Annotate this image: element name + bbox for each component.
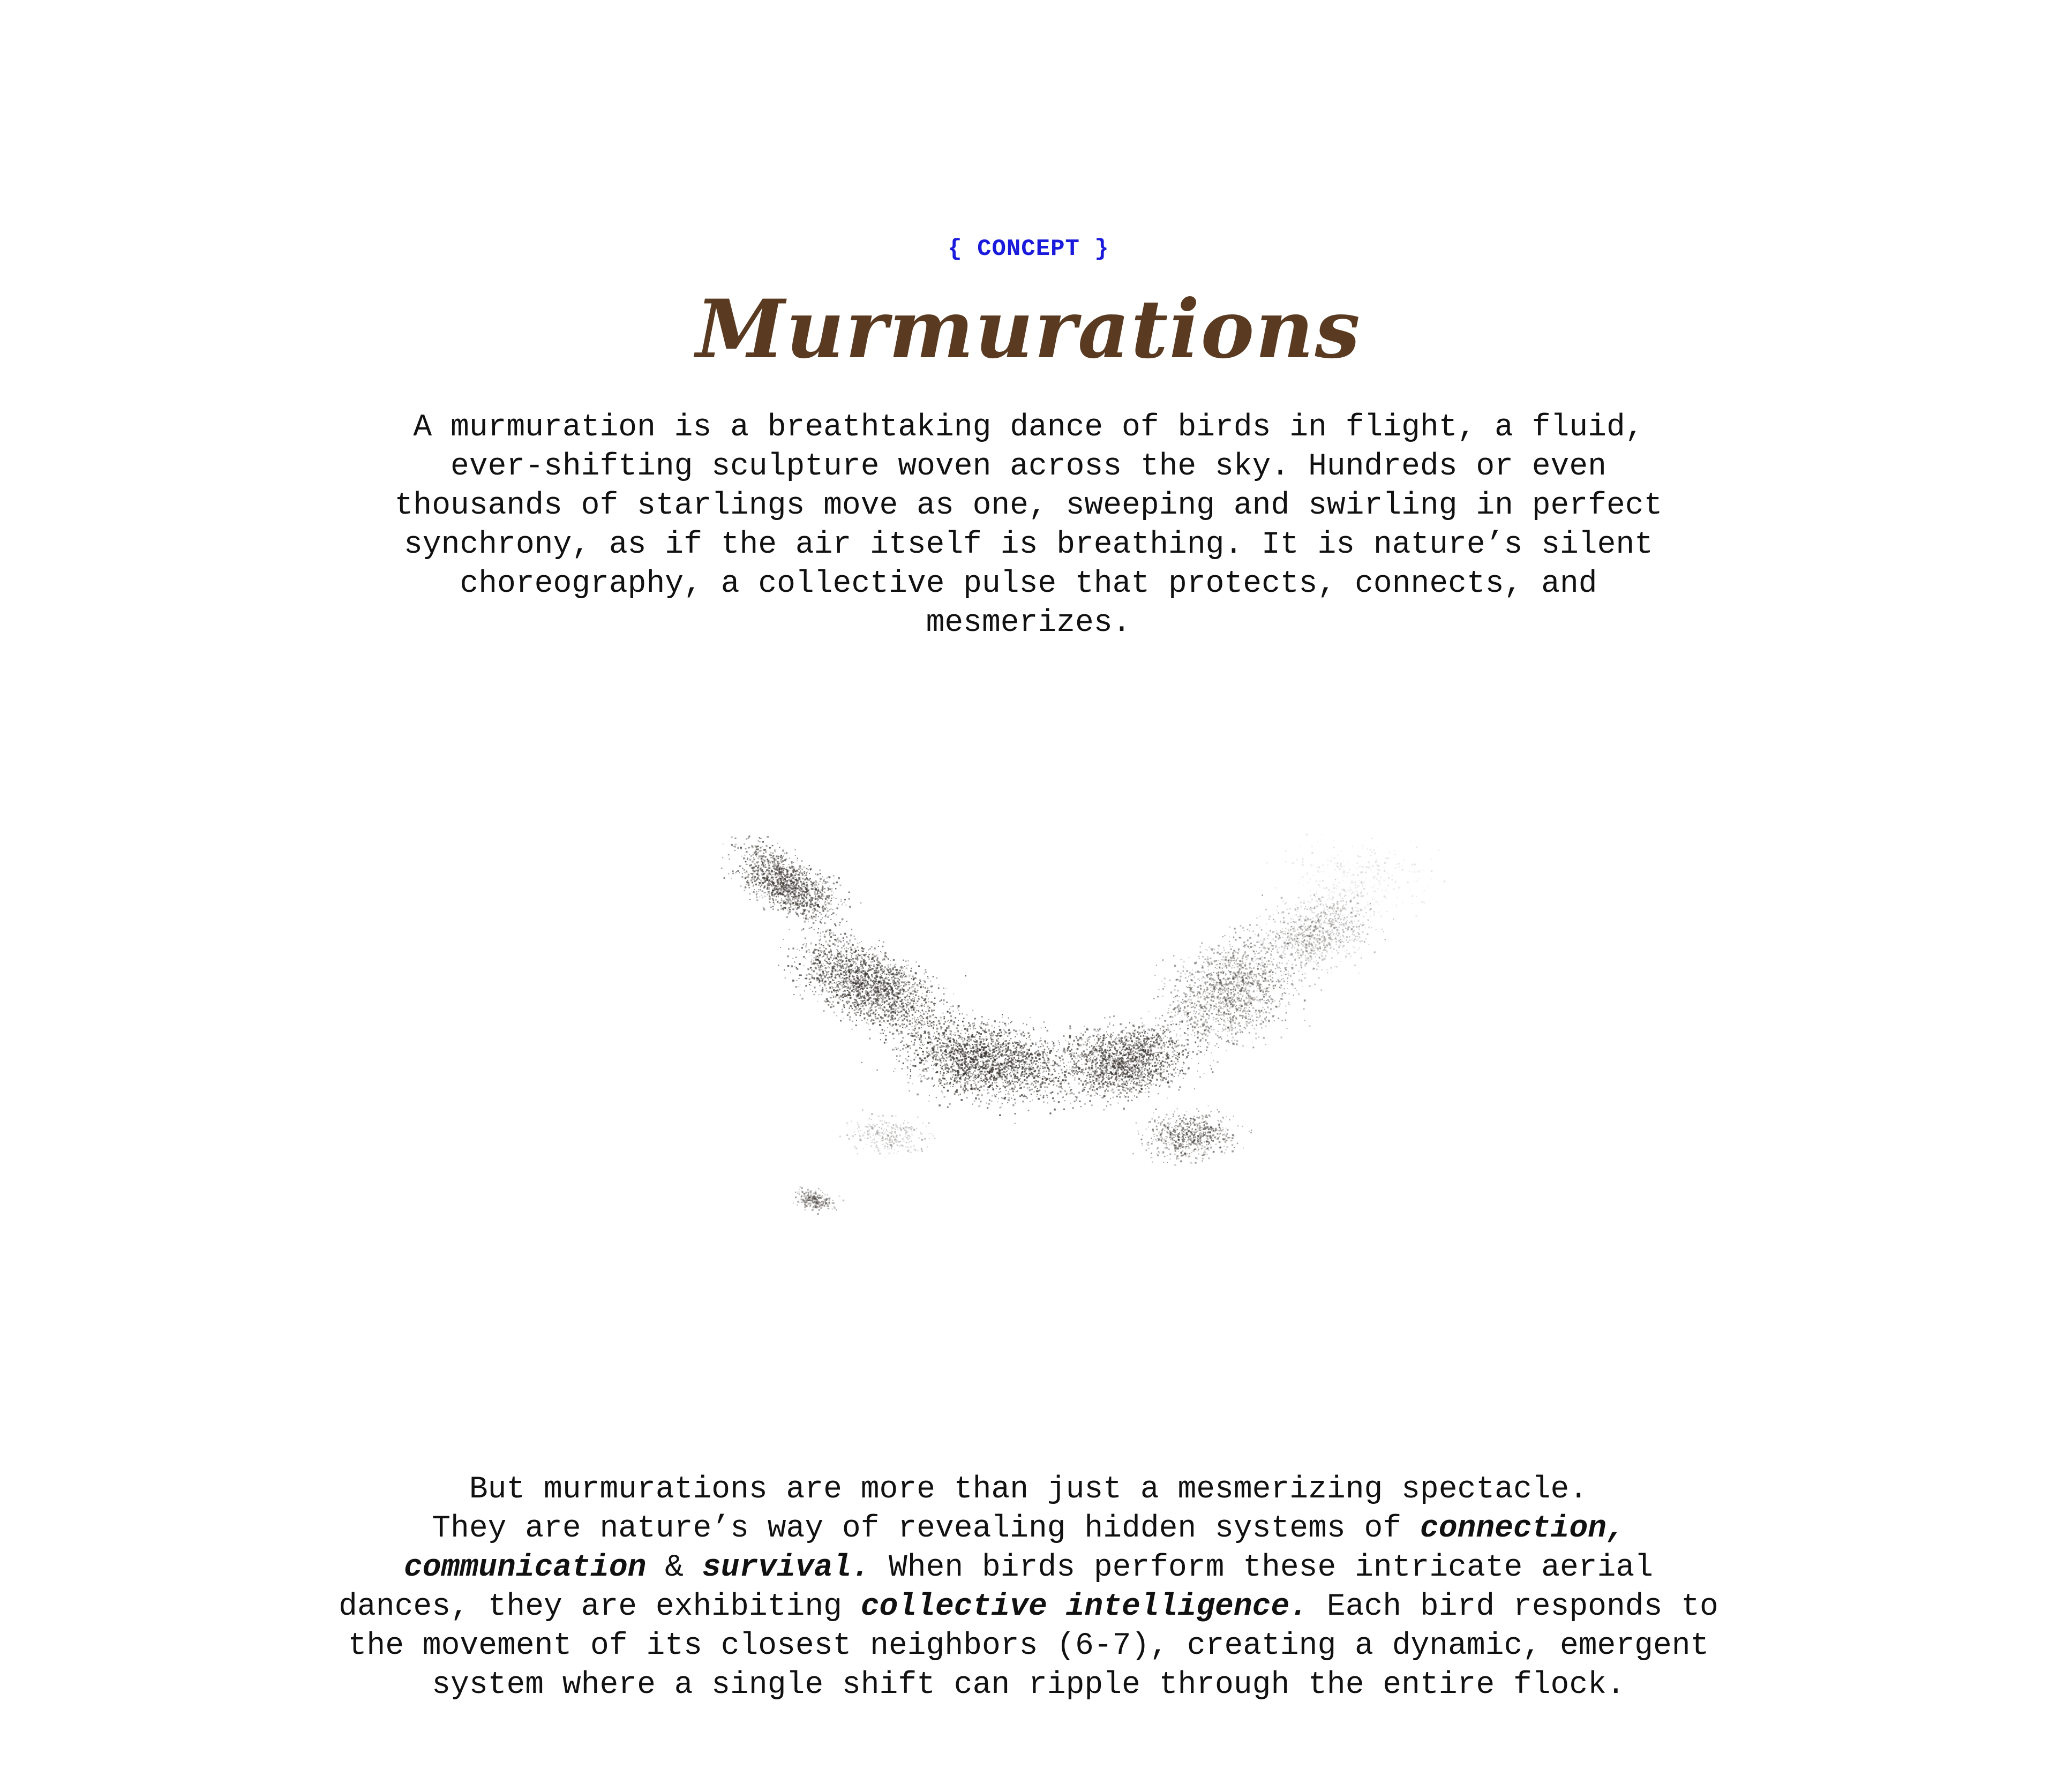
section-eyebrow: { CONCEPT } <box>948 236 1109 262</box>
flock-dots <box>721 834 1446 1215</box>
intro-paragraph: A murmuration is a breathtaking dance of birds in flight, a fluid, ever-shifting sculpture woven across the sky. Hundreds or even thousands of starlings move as one, sweeping and swirling in perfect synchrony, as if the air itself is breathing. It is nature’s silent choreography, a collective pulse that protects, connects, and mesmerizes. <box>394 410 1663 641</box>
starling-flock-illustration <box>664 761 1500 1317</box>
emphasis-collective-intelligence: collective intelligence. <box>860 1590 1309 1624</box>
explanation-text-a: They are nature’s way of revealing hidden systems of <box>432 1511 1420 1546</box>
explanation-paragraph <box>332 1470 1725 1705</box>
emphasis-connection-communication: connection, communication <box>403 1511 1625 1585</box>
explanation-line-1: But murmurations are more than just a mesmerizing spectacle. <box>469 1472 1588 1507</box>
emphasis-survival: survival. <box>702 1550 870 1585</box>
ampersand: & <box>646 1550 702 1585</box>
explanation-text-b: When birds perform these intricate aerial dances, they are exhibiting <box>339 1550 1653 1624</box>
explanation-text-c: Each bird responds to the movement of its closest neighbors (6-7), creating a dynamic, emergent system where a single shift can ripple through the entire flock. <box>348 1590 1718 1703</box>
section-title: Murmurations <box>696 282 1361 377</box>
